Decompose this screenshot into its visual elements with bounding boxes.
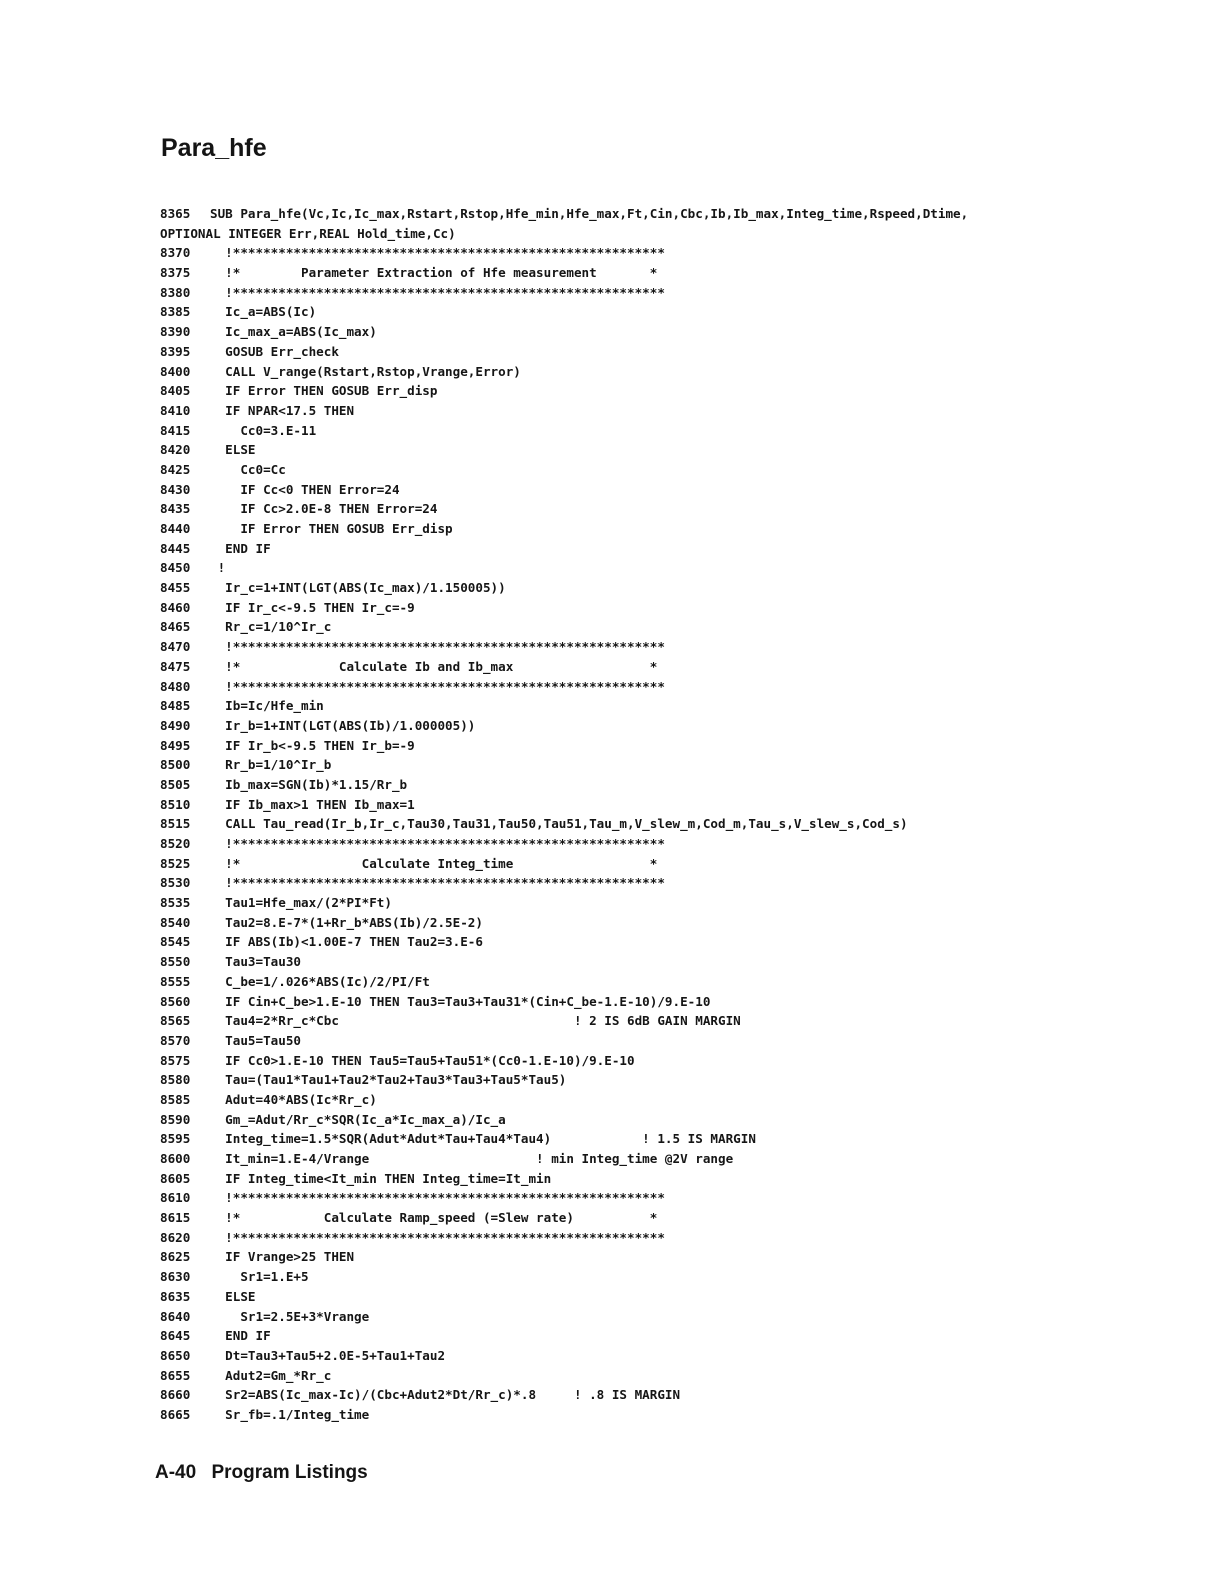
line-number: 8590: [160, 1111, 191, 1127]
line-number: 8595: [160, 1131, 191, 1147]
line-number: 8510: [160, 796, 191, 812]
code-text: Rr_b=1/10^Ir_b: [210, 757, 332, 773]
listing-line: [160, 243, 1200, 263]
line-number: 8615: [160, 1210, 191, 1226]
listing-line: [160, 913, 1200, 933]
line-number: 8495: [160, 737, 191, 753]
listing-line: [160, 283, 1200, 303]
listing-line: [160, 1326, 1200, 1346]
code-text: Ic_max_a=ABS(Ic_max): [210, 324, 377, 340]
code-text: END IF: [210, 540, 271, 556]
line-number: 8660: [160, 1387, 191, 1403]
line-number: 8525: [160, 855, 191, 871]
listing-line: [160, 696, 1200, 716]
code-text: Sr2=ABS(Ic_max-Ic)/(Cbc+Adut2*Dt/Rr_c)*.8 ! .8 IS MARGIN: [210, 1387, 681, 1403]
line-number: 8620: [160, 1229, 191, 1245]
line-number: 8470: [160, 639, 191, 655]
code-text: END IF: [210, 1328, 271, 1344]
code-text: !: [210, 560, 226, 576]
listing-line: [160, 736, 1200, 756]
line-number: 8485: [160, 698, 191, 714]
line-number: 8415: [160, 422, 191, 438]
code-text: Integ_time=1.5*SQR(Adut*Adut*Tau+Tau4*Tau4) ! 1.5 IS MARGIN: [210, 1131, 756, 1147]
line-number: 8540: [160, 914, 191, 930]
listing-line: [160, 598, 1200, 618]
listing-line: [160, 1110, 1200, 1130]
line-number: 8475: [160, 658, 191, 674]
code-text: !*********************************************************: [210, 639, 665, 655]
line-number: 8605: [160, 1170, 191, 1186]
listing-line: [160, 460, 1200, 480]
code-text: CALL Tau_read(Ir_b,Ir_c,Tau30,Tau31,Tau50,Tau51,Tau_m,V_slew_m,Cod_m,Tau_s,V_slew_s,Cod_s): [210, 816, 908, 832]
code-text: It_min=1.E-4/Vrange ! min Integ_time @2V range: [210, 1151, 734, 1166]
line-number: 8450: [160, 560, 191, 576]
line-number: 8490: [160, 717, 191, 733]
listing-line: [160, 677, 1200, 697]
listing-line: [160, 893, 1200, 913]
program-listing: [160, 204, 1200, 1425]
line-number: 8420: [160, 442, 191, 458]
listing-line: [160, 1149, 1200, 1169]
listing-line: [160, 342, 1200, 362]
line-number: 8565: [160, 1013, 191, 1029]
code-text: !* Calculate Integ_time *: [210, 855, 658, 871]
listing-line: [160, 578, 1200, 598]
code-text: Tau5=Tau50: [210, 1032, 301, 1048]
page-title: Para_hfe: [161, 134, 267, 162]
code-text: IF Cc>2.0E-8 THEN Error=24: [210, 501, 438, 517]
code-text: !*********************************************************: [210, 875, 665, 891]
listing-line: [160, 362, 1200, 382]
code-text: SUB Para_hfe(Vc,Ic,Ic_max,Rstart,Rstop,Hfe_min,Hfe_max,Ft,Cin,Cbc,Ib,Ib_max,Integ_time,Rspeed,Dtime,: [210, 206, 969, 221]
listing-line: [160, 952, 1200, 972]
line-number: 8480: [160, 678, 191, 694]
code-text: !* Calculate Ramp_speed (=Slew rate) *: [210, 1210, 658, 1226]
listing-line: [160, 617, 1200, 637]
code-text: Ib=Ic/Hfe_min: [210, 698, 324, 714]
code-text: !*********************************************************: [210, 678, 665, 694]
code-text: Cc0=Cc: [210, 461, 286, 477]
line-number: 8650: [160, 1347, 191, 1363]
line-number: 8405: [160, 383, 191, 399]
code-text: CALL V_range(Rstart,Rstop,Vrange,Error): [210, 363, 521, 379]
listing-line: [160, 854, 1200, 874]
line-number: 8570: [160, 1032, 191, 1048]
code-text: Gm_=Adut/Rr_c*SQR(Ic_a*Ic_max_a)/Ic_a: [210, 1111, 506, 1127]
listing-line: [160, 1405, 1200, 1425]
line-number: 8585: [160, 1091, 191, 1107]
listing-line: [160, 519, 1200, 539]
listing-line: [160, 755, 1200, 775]
line-number: 8390: [160, 324, 191, 340]
listing-line: [160, 539, 1200, 559]
listing-line: [160, 440, 1200, 460]
listing-line: [160, 834, 1200, 854]
line-number: 8600: [160, 1151, 191, 1166]
listing-line: [160, 1267, 1200, 1287]
listing-line: [160, 657, 1200, 677]
code-text: IF Ib_max>1 THEN Ib_max=1: [210, 796, 415, 812]
code-text: Adut=40*ABS(Ic*Rr_c): [210, 1091, 377, 1107]
line-number: 8665: [160, 1406, 191, 1422]
listing-line: [160, 1011, 1200, 1031]
line-number: 8395: [160, 343, 191, 359]
line-number: 8380: [160, 284, 191, 300]
code-text: IF Ir_c<-9.5 THEN Ir_c=-9: [210, 599, 415, 615]
footer-section-title: Program Listings: [211, 1462, 368, 1483]
listing-line: [160, 1247, 1200, 1267]
listing-line: [160, 322, 1200, 342]
listing-line: [160, 873, 1200, 893]
listing-line: [160, 716, 1200, 736]
code-text: C_be=1/.026*ABS(Ic)/2/PI/Ft: [210, 973, 430, 989]
listing-line: [160, 932, 1200, 952]
listing-line: [160, 1169, 1200, 1189]
listing-line: [160, 795, 1200, 815]
listing-line: [160, 499, 1200, 519]
listing-line: [160, 381, 1200, 401]
code-text: Ic_a=ABS(Ic): [210, 304, 317, 320]
code-text: !*********************************************************: [210, 1190, 665, 1206]
listing-line: [160, 204, 1200, 224]
line-number: 8375: [160, 265, 191, 281]
code-text: Rr_c=1/10^Ir_c: [210, 619, 332, 635]
code-text: Tau2=8.E-7*(1+Rr_b*ABS(Ib)/2.5E-2): [210, 914, 483, 930]
line-number: 8535: [160, 895, 191, 911]
line-number: 8555: [160, 973, 191, 989]
code-text: !*********************************************************: [210, 245, 665, 261]
line-number: 8460: [160, 599, 191, 615]
line-number: 8575: [160, 1052, 191, 1068]
line-number: 8520: [160, 836, 191, 851]
line-number: 8625: [160, 1249, 191, 1265]
listing-line: [160, 1070, 1200, 1090]
listing-line: [160, 992, 1200, 1012]
listing-line: [160, 558, 1200, 578]
code-text: Sr1=2.5E+3*Vrange: [210, 1308, 370, 1324]
listing-line: [160, 421, 1200, 441]
listing-line: [160, 401, 1200, 421]
line-number: 8500: [160, 757, 191, 773]
code-text: Sr1=1.E+5: [210, 1269, 309, 1285]
code-text: Dt=Tau3+Tau5+2.0E-5+Tau1+Tau2: [210, 1347, 446, 1363]
line-number: 8515: [160, 816, 191, 832]
code-text: OPTIONAL INTEGER Err,REAL Hold_time,Cc): [160, 225, 456, 241]
line-number: 8580: [160, 1072, 191, 1088]
line-number: 8645: [160, 1328, 191, 1344]
code-text: ELSE: [210, 1288, 256, 1304]
code-text: IF Ir_b<-9.5 THEN Ir_b=-9: [210, 737, 415, 753]
line-number: 8505: [160, 776, 191, 792]
listing-line: [160, 302, 1200, 322]
listing-line: [160, 1385, 1200, 1405]
listing-line: [160, 480, 1200, 500]
code-text: IF Error THEN GOSUB Err_disp: [210, 521, 453, 536]
code-text: Tau4=2*Rr_c*Cbc ! 2 IS 6dB GAIN MARGIN: [210, 1013, 741, 1029]
listing-continuation-line: [160, 224, 1200, 244]
code-text: !*********************************************************: [210, 836, 665, 851]
page-footer: [155, 1462, 368, 1484]
line-number: 8400: [160, 363, 191, 379]
listing-line: [160, 1366, 1200, 1386]
code-text: !*********************************************************: [210, 1229, 665, 1245]
line-number: 8440: [160, 521, 191, 536]
code-text: Adut2=Gm_*Rr_c: [210, 1367, 332, 1383]
line-number: 8435: [160, 501, 191, 517]
listing-line: [160, 1307, 1200, 1327]
line-number: 8455: [160, 580, 191, 596]
code-text: !* Parameter Extraction of Hfe measurement *: [210, 265, 658, 281]
line-number: 8425: [160, 461, 191, 477]
listing-line: [160, 1228, 1200, 1248]
listing-line: [160, 972, 1200, 992]
line-number: 8365: [160, 206, 191, 221]
code-text: Tau3=Tau30: [210, 954, 301, 970]
line-number: 8610: [160, 1190, 191, 1206]
listing-line: [160, 1129, 1200, 1149]
listing-line: [160, 1188, 1200, 1208]
code-text: IF Cin+C_be>1.E-10 THEN Tau3=Tau3+Tau31*(Cin+C_be-1.E-10)/9.E-10: [210, 993, 711, 1009]
code-text: IF Cc0>1.E-10 THEN Tau5=Tau5+Tau51*(Cc0-1.E-10)/9.E-10: [210, 1052, 635, 1068]
code-text: Tau1=Hfe_max/(2*PI*Ft): [210, 895, 392, 911]
listing-line: [160, 1346, 1200, 1366]
footer-page-number: A-40: [155, 1462, 197, 1483]
listing-line: [160, 1208, 1200, 1228]
listing-line: [160, 775, 1200, 795]
line-number: 8370: [160, 245, 191, 261]
code-text: Ir_b=1+INT(LGT(ABS(Ib)/1.000005)): [210, 717, 476, 733]
code-text: ELSE: [210, 442, 256, 458]
code-text: IF Error THEN GOSUB Err_disp: [210, 383, 438, 399]
code-text: Ib_max=SGN(Ib)*1.15/Rr_b: [210, 776, 408, 792]
listing-line: [160, 637, 1200, 657]
line-number: 8550: [160, 954, 191, 970]
code-text: IF Vrange>25 THEN: [210, 1249, 355, 1265]
code-text: GOSUB Err_check: [210, 343, 339, 359]
listing-line: [160, 814, 1200, 834]
listing-line: [160, 263, 1200, 283]
code-text: IF Cc<0 THEN Error=24: [210, 481, 400, 497]
code-text: Ir_c=1+INT(LGT(ABS(Ic_max)/1.150005)): [210, 580, 506, 596]
line-number: 8655: [160, 1367, 191, 1383]
line-number: 8430: [160, 481, 191, 497]
line-number: 8560: [160, 993, 191, 1009]
code-text: !*********************************************************: [210, 284, 665, 300]
line-number: 8385: [160, 304, 191, 320]
code-text: Tau=(Tau1*Tau1+Tau2*Tau2+Tau3*Tau3+Tau5*Tau5): [210, 1072, 567, 1088]
listing-line: [160, 1051, 1200, 1071]
line-number: 8630: [160, 1269, 191, 1285]
listing-line: [160, 1090, 1200, 1110]
code-text: Cc0=3.E-11: [210, 422, 317, 438]
code-text: IF Integ_time<It_min THEN Integ_time=It_min: [210, 1170, 552, 1186]
line-number: 8635: [160, 1288, 191, 1304]
code-text: !* Calculate Ib and Ib_max *: [210, 658, 658, 674]
line-number: 8465: [160, 619, 191, 635]
listing-line: [160, 1287, 1200, 1307]
code-text: Sr_fb=.1/Integ_time: [210, 1406, 370, 1422]
code-text: IF ABS(Ib)<1.00E-7 THEN Tau2=3.E-6: [210, 934, 483, 950]
line-number: 8445: [160, 540, 191, 556]
line-number: 8530: [160, 875, 191, 891]
listing-line: [160, 1031, 1200, 1051]
code-text: IF NPAR<17.5 THEN: [210, 402, 355, 418]
line-number: 8640: [160, 1308, 191, 1324]
line-number: 8410: [160, 402, 191, 418]
line-number: 8545: [160, 934, 191, 950]
